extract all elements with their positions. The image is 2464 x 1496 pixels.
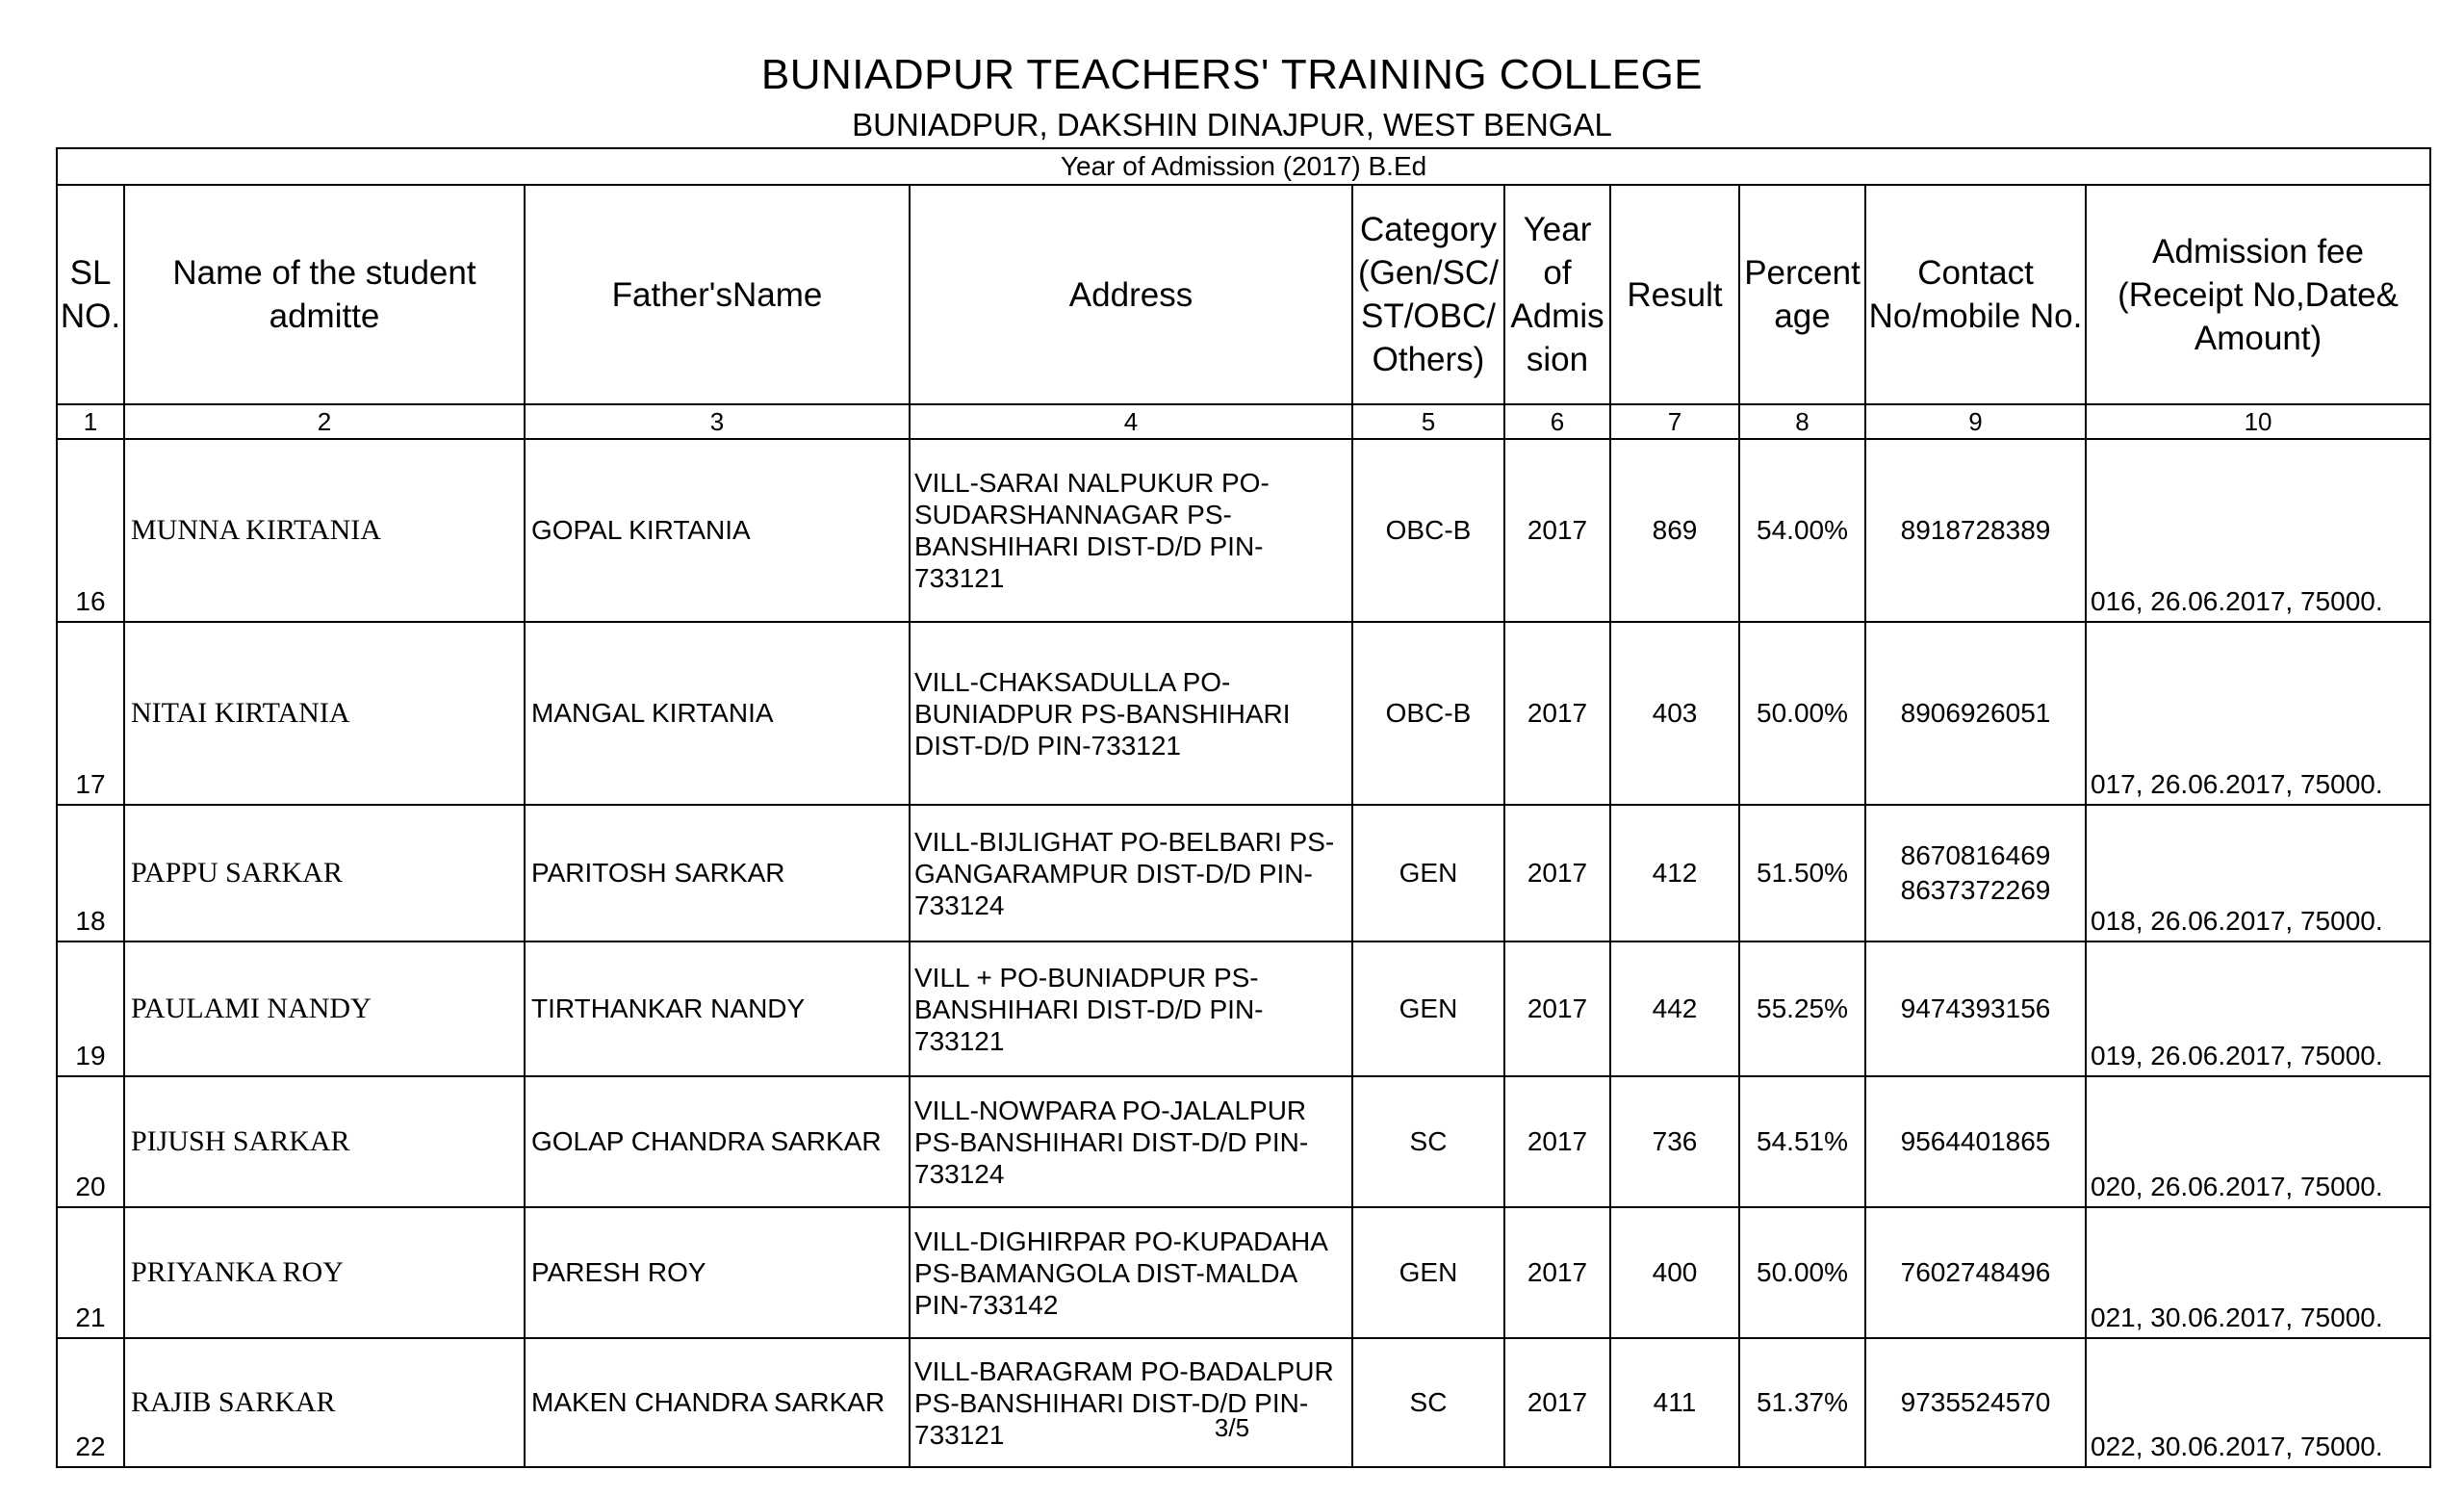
- column-number: 5: [1352, 404, 1504, 439]
- column-number: 1: [57, 404, 124, 439]
- percentage: 50.00%: [1739, 1207, 1865, 1338]
- column-number: 8: [1739, 404, 1865, 439]
- admission-year: 2017: [1504, 805, 1610, 941]
- father-name: PARESH ROY: [525, 1207, 910, 1338]
- father-name: MAKEN CHANDRA SARKAR: [525, 1338, 910, 1467]
- column-header: Result: [1610, 185, 1739, 404]
- page-subtitle: BUNIADPUR, DAKSHIN DINAJPUR, WEST BENGAL: [852, 107, 1612, 142]
- column-header-row: [57, 185, 2430, 404]
- page-title: BUNIADPUR TEACHERS' TRAINING COLLEGE: [760, 51, 1704, 98]
- category: GEN: [1352, 805, 1504, 941]
- admission-fee: 021, 30.06.2017, 75000.: [2086, 1207, 2430, 1338]
- admission-fee: 019, 26.06.2017, 75000.: [2086, 941, 2430, 1076]
- category: SC: [1352, 1338, 1504, 1467]
- column-header: Year of Admis sion: [1504, 185, 1610, 404]
- admission-year: 2017: [1504, 1207, 1610, 1338]
- column-header: Address: [910, 185, 1352, 404]
- sl-number: 21: [57, 1207, 124, 1338]
- address: VILL-DIGHIRPAR PO-KUPADAHA PS-BAMANGOLA DIST-MALDA PIN-733142: [910, 1207, 1352, 1338]
- category: OBC-B: [1352, 439, 1504, 622]
- student-name: RAJIB SARKAR: [124, 1338, 525, 1467]
- father-name: GOLAP CHANDRA SARKAR: [525, 1076, 910, 1207]
- percentage: 51.37%: [1739, 1338, 1865, 1467]
- result: 412: [1610, 805, 1739, 941]
- table-row: [57, 439, 2430, 622]
- student-name: PIJUSH SARKAR: [124, 1076, 525, 1207]
- column-number: 10: [2086, 404, 2430, 439]
- column-header: Category (Gen/SC/ ST/OBC/ Others): [1352, 185, 1504, 404]
- result: 736: [1610, 1076, 1739, 1207]
- address: VILL-CHAKSADULLA PO-BUNIADPUR PS-BANSHIHARI DIST-D/D PIN-733121: [910, 622, 1352, 805]
- admission-fee: 018, 26.06.2017, 75000.: [2086, 805, 2430, 941]
- contact-number: 7602748496: [1865, 1207, 2086, 1338]
- address: VILL-BARAGRAM PO-BADALPUR PS-BANSHIHARI DIST-D/D PIN-733121: [910, 1338, 1352, 1467]
- column-number-row: [57, 404, 2430, 439]
- address: VILL + PO-BUNIADPUR PS-BANSHIHARI DIST-D/D PIN-733121: [910, 941, 1352, 1076]
- sl-number: 22: [57, 1338, 124, 1467]
- father-name: GOPAL KIRTANIA: [525, 439, 910, 622]
- percentage: 54.51%: [1739, 1076, 1865, 1207]
- student-name: PAPPU SARKAR: [124, 805, 525, 941]
- address: VILL-NOWPARA PO-JALALPUR PS-BANSHIHARI DIST-D/D PIN-733124: [910, 1076, 1352, 1207]
- percentage: 50.00%: [1739, 622, 1865, 805]
- contact-number: 9564401865: [1865, 1076, 2086, 1207]
- page-number: 3/5: [1214, 1413, 1250, 1442]
- table-row: [57, 1207, 2430, 1338]
- student-name: NITAI KIRTANIA: [124, 622, 525, 805]
- admission-fee: 022, 30.06.2017, 75000.: [2086, 1338, 2430, 1467]
- result: 403: [1610, 622, 1739, 805]
- column-number: 9: [1865, 404, 2086, 439]
- sl-number: 16: [57, 439, 124, 622]
- admission-year: 2017: [1504, 439, 1610, 622]
- contact-number: 8906926051: [1865, 622, 2086, 805]
- contact-number: 8918728389: [1865, 439, 2086, 622]
- table-body: [57, 439, 2430, 1467]
- admission-year-row: [57, 148, 2430, 185]
- column-header: Contact No/mobile No.: [1865, 185, 2086, 404]
- admission-fee: 017, 26.06.2017, 75000.: [2086, 622, 2430, 805]
- student-name: MUNNA KIRTANIA: [124, 439, 525, 622]
- table-row: [57, 622, 2430, 805]
- admission-year: 2017: [1504, 622, 1610, 805]
- table-row: [57, 941, 2430, 1076]
- column-number: 3: [525, 404, 910, 439]
- student-name: PAULAMI NANDY: [124, 941, 525, 1076]
- category: GEN: [1352, 941, 1504, 1076]
- admission-year-label: Year of Admission (2017) B.Ed: [57, 148, 2430, 185]
- admission-fee: 016, 26.06.2017, 75000.: [2086, 439, 2430, 622]
- admission-year: 2017: [1504, 941, 1610, 1076]
- percentage: 55.25%: [1739, 941, 1865, 1076]
- contact-number: 8670816469 8637372269: [1865, 805, 2086, 941]
- contact-number: 9735524570: [1865, 1338, 2086, 1467]
- column-number: 6: [1504, 404, 1610, 439]
- admission-fee: 020, 26.06.2017, 75000.: [2086, 1076, 2430, 1207]
- sl-number: 20: [57, 1076, 124, 1207]
- student-name: PRIYANKA ROY: [124, 1207, 525, 1338]
- admission-year: 2017: [1504, 1076, 1610, 1207]
- result: 400: [1610, 1207, 1739, 1338]
- column-header: Percent age: [1739, 185, 1865, 404]
- table-row: [57, 1076, 2430, 1207]
- admission-table: [56, 147, 2431, 1468]
- column-number: 2: [124, 404, 525, 439]
- category: SC: [1352, 1076, 1504, 1207]
- sl-number: 17: [57, 622, 124, 805]
- father-name: TIRTHANKAR NANDY: [525, 941, 910, 1076]
- table-row: [57, 1338, 2430, 1467]
- percentage: 54.00%: [1739, 439, 1865, 622]
- column-header: Admission fee (Receipt No,Date& Amount): [2086, 185, 2430, 404]
- result: 411: [1610, 1338, 1739, 1467]
- column-header: Name of the student admitte: [124, 185, 525, 404]
- table-row: [57, 805, 2430, 941]
- column-header: Father'sName: [525, 185, 910, 404]
- contact-number: 9474393156: [1865, 941, 2086, 1076]
- sl-number: 19: [57, 941, 124, 1076]
- result: 442: [1610, 941, 1739, 1076]
- percentage: 51.50%: [1739, 805, 1865, 941]
- result: 869: [1610, 439, 1739, 622]
- category: GEN: [1352, 1207, 1504, 1338]
- father-name: MANGAL KIRTANIA: [525, 622, 910, 805]
- admission-year: 2017: [1504, 1338, 1610, 1467]
- sl-number: 18: [57, 805, 124, 941]
- column-header: SL NO.: [57, 185, 124, 404]
- category: OBC-B: [1352, 622, 1504, 805]
- address: VILL-BIJLIGHAT PO-BELBARI PS-GANGARAMPUR DIST-D/D PIN-733124: [910, 805, 1352, 941]
- column-number: 7: [1610, 404, 1739, 439]
- father-name: PARITOSH SARKAR: [525, 805, 910, 941]
- column-number: 4: [910, 404, 1352, 439]
- address: VILL-SARAI NALPUKUR PO-SUDARSHANNAGAR PS-BANSHIHARI DIST-D/D PIN-733121: [910, 439, 1352, 622]
